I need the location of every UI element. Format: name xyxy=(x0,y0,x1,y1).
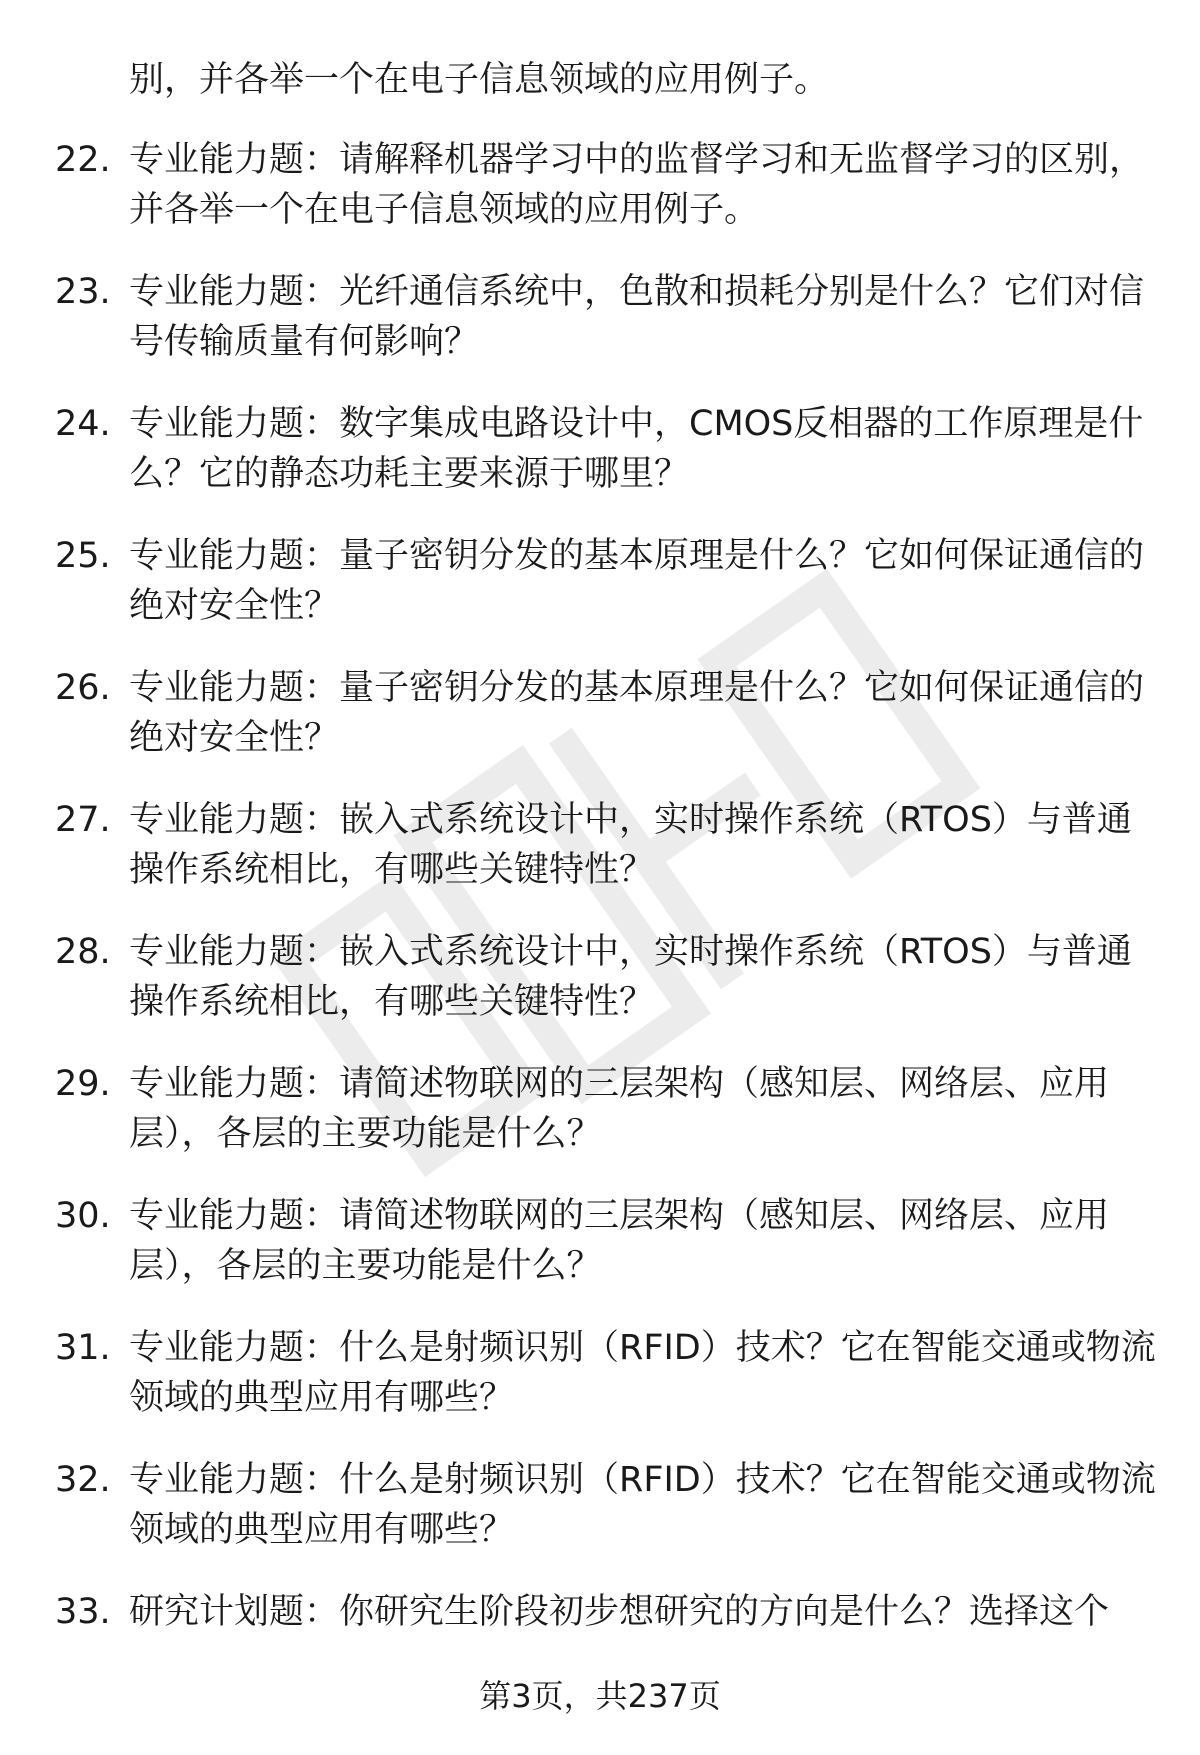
item-number: 26. xyxy=(55,668,111,708)
item-number: 30. xyxy=(55,1196,111,1236)
question-list xyxy=(55,55,1165,1669)
item-number: 23. xyxy=(55,272,111,312)
item-text: 研究计划题：你研究生阶段初步想研究的方向是什么？选择这个 xyxy=(129,1592,1110,1632)
item-number: 22. xyxy=(55,140,111,180)
item-text: 专业能力题：量子密钥分发的基本原理是什么？它如何保证通信的绝对安全性？ xyxy=(129,668,1145,758)
list-item xyxy=(55,1455,1165,1555)
list-item xyxy=(55,399,1165,499)
item-text: 专业能力题：请简述物联网的三层架构（感知层、网络层、应用层），各层的主要功能是什么？ xyxy=(129,1064,1110,1154)
item-number: 25. xyxy=(55,536,111,576)
item-text: 专业能力题：请解释机器学习中的监督学习和无监督学习的区别，并各举一个在电子信息领域的应用例子。 xyxy=(129,140,1145,230)
list-item xyxy=(55,1323,1165,1423)
list-item xyxy=(55,1059,1165,1159)
list-item xyxy=(55,531,1165,631)
item-number: 28. xyxy=(55,932,111,972)
list-item xyxy=(55,663,1165,763)
list-item xyxy=(55,795,1165,895)
item-text: 专业能力题：什么是射频识别（RFID）技术？它在智能交通或物流领域的典型应用有哪些？ xyxy=(129,1460,1156,1550)
item-text: 专业能力题：量子密钥分发的基本原理是什么？它如何保证通信的绝对安全性？ xyxy=(129,536,1145,626)
item-text: 专业能力题：数字集成电路设计中，CMOS反相器的工作原理是什么？它的静态功耗主要来源于哪里？ xyxy=(129,404,1144,494)
item-text: 专业能力题：请简述物联网的三层架构（感知层、网络层、应用层），各层的主要功能是什么？ xyxy=(129,1196,1110,1286)
list-item xyxy=(55,927,1165,1027)
page-footer: 第3页，共237页 xyxy=(479,1677,721,1715)
item-text: 专业能力题：光纤通信系统中，色散和损耗分别是什么？它们对信号传输质量有何影响？ xyxy=(129,272,1145,362)
item-number: 27. xyxy=(55,800,111,840)
item-text: 专业能力题：嵌入式系统设计中，实时操作系统（RTOS）与普通操作系统相比，有哪些关键特性？ xyxy=(129,800,1132,890)
list-item xyxy=(55,135,1165,235)
item-number: 31. xyxy=(55,1328,111,1368)
list-item xyxy=(55,267,1165,367)
item-number: 29. xyxy=(55,1064,111,1104)
item-text: 专业能力题：嵌入式系统设计中，实时操作系统（RTOS）与普通操作系统相比，有哪些关键特性？ xyxy=(129,932,1132,1022)
item-number: 32. xyxy=(55,1460,111,1500)
item-text: 专业能力题：什么是射频识别（RFID）技术？它在智能交通或物流领域的典型应用有哪些？ xyxy=(129,1328,1156,1418)
list-item xyxy=(55,1587,1165,1637)
list-item xyxy=(55,1191,1165,1291)
continuation-text: 别，并各举一个在电子信息领域的应用例子。 xyxy=(129,60,830,100)
item-number: 24. xyxy=(55,404,111,444)
item-number: 33. xyxy=(55,1592,111,1632)
